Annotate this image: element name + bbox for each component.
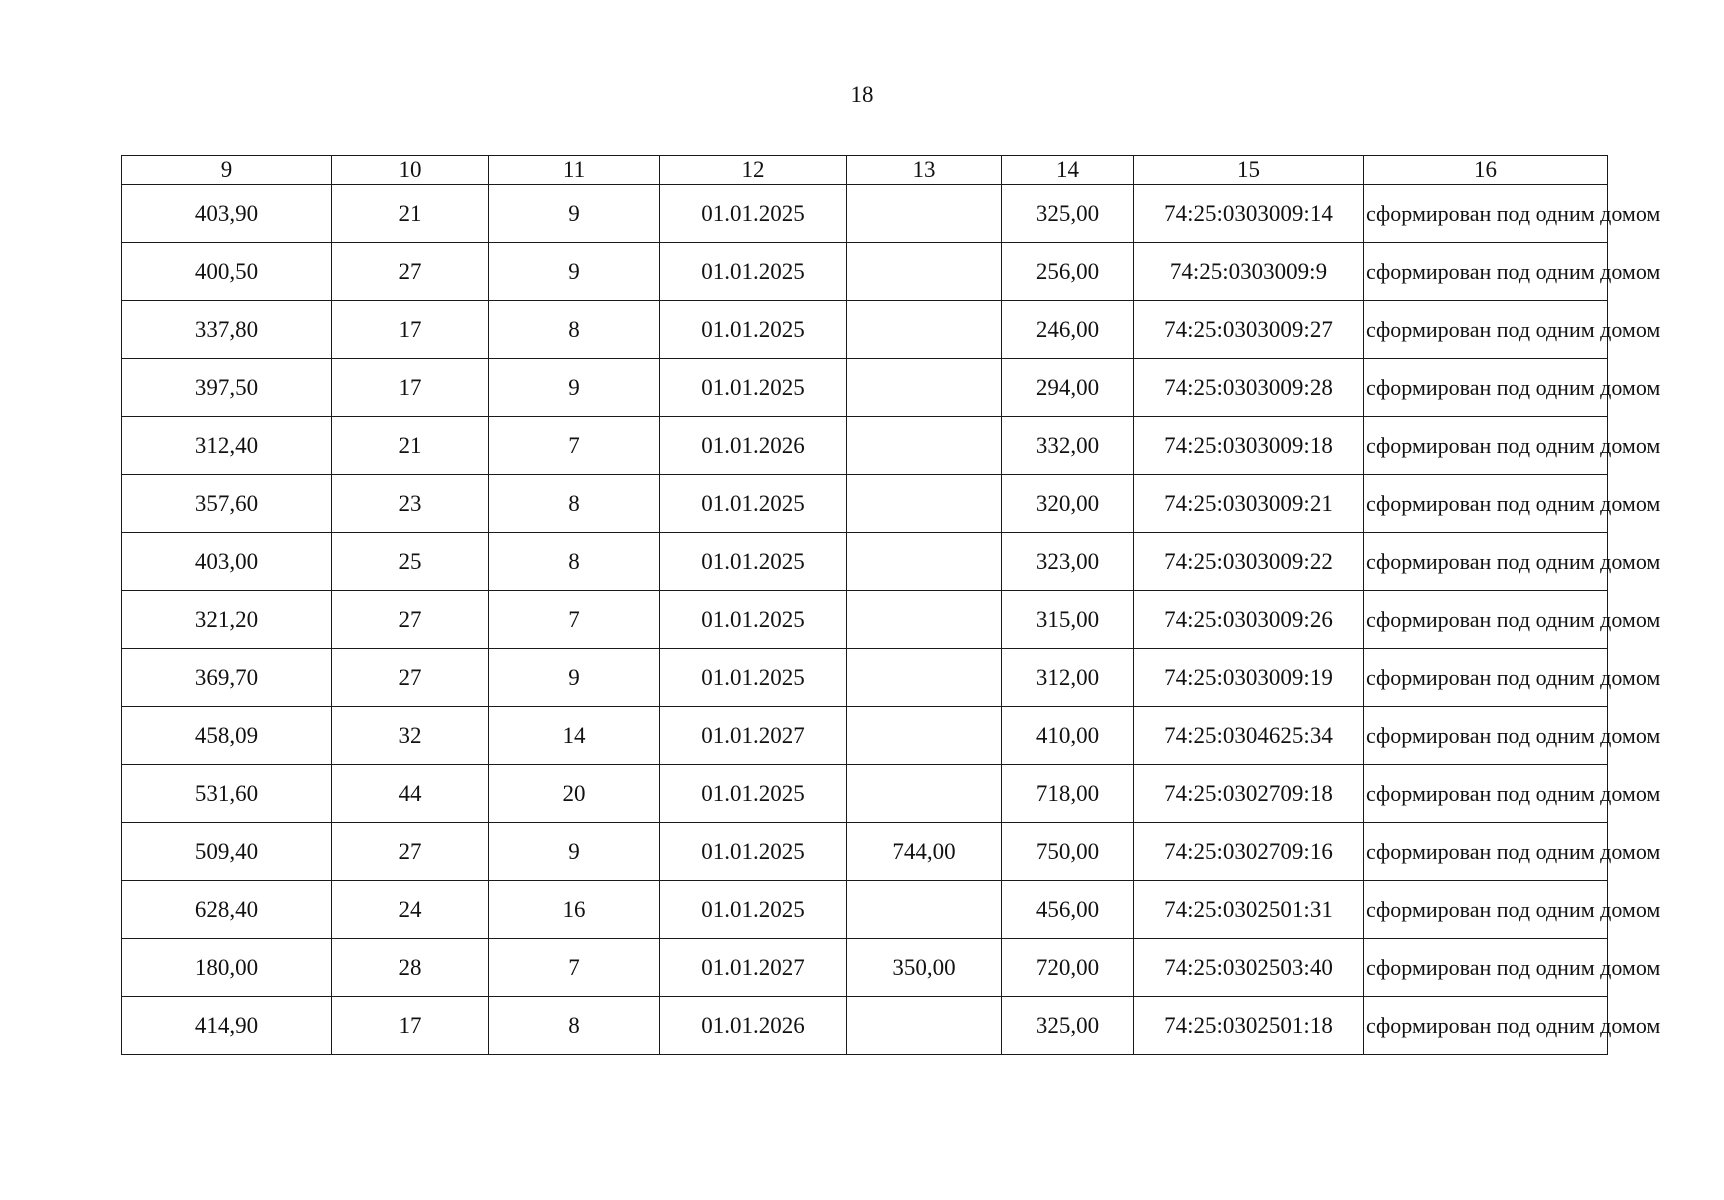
table-cell <box>847 475 1002 533</box>
table-cell <box>1364 997 1661 1055</box>
column-header-15: 15 <box>1134 156 1364 185</box>
table-cell <box>1364 649 1661 707</box>
table-cell <box>1364 591 1661 649</box>
table-cell: 74:25:0303009:19 <box>1134 649 1364 707</box>
table-cell: 74:25:0302501:31 <box>1134 881 1364 939</box>
table-cell: 74:25:0303009:14 <box>1134 185 1364 243</box>
table-cell: 01.01.2025 <box>660 475 847 533</box>
status-text: сформирован под одним домом <box>1366 316 1661 342</box>
table-cell: 180,00 <box>122 939 332 997</box>
table-cell: 8 <box>489 301 660 359</box>
table-cell: 312,40 <box>122 417 332 475</box>
table-row <box>122 881 1608 939</box>
table-cell: 21 <box>332 185 489 243</box>
table-cell: 350,00 <box>847 939 1002 997</box>
table-cell: 17 <box>332 997 489 1055</box>
table-cell: 531,60 <box>122 765 332 823</box>
table-cell <box>1364 707 1661 765</box>
table-cell <box>847 765 1002 823</box>
table-cell: 403,00 <box>122 533 332 591</box>
table-cell: 01.01.2025 <box>660 185 847 243</box>
table-cell: 24 <box>332 881 489 939</box>
table-cell: 509,40 <box>122 823 332 881</box>
table-cell: 74:25:0303009:21 <box>1134 475 1364 533</box>
table-cell: 294,00 <box>1002 359 1134 417</box>
table-cell: 9 <box>489 823 660 881</box>
table-cell: 456,00 <box>1002 881 1134 939</box>
data-table <box>121 155 1661 1055</box>
table-cell: 750,00 <box>1002 823 1134 881</box>
table-cell <box>1364 359 1661 417</box>
table-cell: 7 <box>489 591 660 649</box>
table-cell: 9 <box>489 359 660 417</box>
table-row <box>122 533 1608 591</box>
table-cell: 256,00 <box>1002 243 1134 301</box>
table-cell: 628,40 <box>122 881 332 939</box>
table-row <box>122 301 1608 359</box>
table-row <box>122 475 1608 533</box>
table-cell: 325,00 <box>1002 185 1134 243</box>
status-text: сформирован под одним домом <box>1366 606 1661 632</box>
table-cell: 74:25:0304625:34 <box>1134 707 1364 765</box>
table-row <box>122 707 1608 765</box>
table-cell: 14 <box>489 707 660 765</box>
table-cell <box>847 591 1002 649</box>
table-cell: 320,00 <box>1002 475 1134 533</box>
table-cell <box>847 997 1002 1055</box>
status-text: сформирован под одним домом <box>1366 258 1661 284</box>
table-cell: 323,00 <box>1002 533 1134 591</box>
table-cell: 332,00 <box>1002 417 1134 475</box>
status-text: сформирован под одним домом <box>1366 664 1661 690</box>
table-cell: 74:25:0303009:18 <box>1134 417 1364 475</box>
status-text: сформирован под одним домом <box>1366 954 1661 980</box>
table-cell <box>1364 301 1661 359</box>
table-cell: 74:25:0302503:40 <box>1134 939 1364 997</box>
table-cell: 369,70 <box>122 649 332 707</box>
table-cell: 17 <box>332 301 489 359</box>
status-text: сформирован под одним домом <box>1366 896 1661 922</box>
status-text: сформирован под одним домом <box>1366 722 1661 748</box>
table-row <box>122 185 1608 243</box>
table-cell <box>847 417 1002 475</box>
table-cell <box>847 533 1002 591</box>
table-row <box>122 243 1608 301</box>
table-cell <box>1364 765 1661 823</box>
table-cell: 9 <box>489 649 660 707</box>
table-cell: 744,00 <box>847 823 1002 881</box>
table-cell: 357,60 <box>122 475 332 533</box>
table-cell <box>1364 417 1661 475</box>
table-cell <box>1364 475 1661 533</box>
table-cell: 414,90 <box>122 997 332 1055</box>
table-cell: 01.01.2027 <box>660 939 847 997</box>
table-cell: 74:25:0302709:16 <box>1134 823 1364 881</box>
table-row <box>122 765 1608 823</box>
table-cell <box>1364 823 1661 881</box>
table-cell: 312,00 <box>1002 649 1134 707</box>
table-cell: 44 <box>332 765 489 823</box>
table-row <box>122 417 1608 475</box>
table-cell: 20 <box>489 765 660 823</box>
table-cell: 01.01.2025 <box>660 881 847 939</box>
table-cell: 397,50 <box>122 359 332 417</box>
column-header-11: 11 <box>489 156 660 185</box>
table-header <box>122 156 1608 185</box>
table-cell: 01.01.2025 <box>660 243 847 301</box>
table-cell <box>847 185 1002 243</box>
table-cell: 01.01.2025 <box>660 765 847 823</box>
table-cell: 01.01.2025 <box>660 301 847 359</box>
table-cell: 01.01.2025 <box>660 359 847 417</box>
table-cell <box>1364 243 1661 301</box>
status-text: сформирован под одним домом <box>1366 1012 1661 1038</box>
table-cell: 01.01.2026 <box>660 997 847 1055</box>
table-cell: 325,00 <box>1002 997 1134 1055</box>
table-cell: 315,00 <box>1002 591 1134 649</box>
table-cell: 01.01.2025 <box>660 823 847 881</box>
table-cell: 27 <box>332 823 489 881</box>
status-text: сформирован под одним домом <box>1366 432 1661 458</box>
column-header-12: 12 <box>660 156 847 185</box>
table-cell: 9 <box>489 243 660 301</box>
table-body <box>122 185 1661 1055</box>
table-cell: 25 <box>332 533 489 591</box>
status-text: сформирован под одним домом <box>1366 200 1661 226</box>
table-cell: 718,00 <box>1002 765 1134 823</box>
column-header-10: 10 <box>332 156 489 185</box>
table-cell: 28 <box>332 939 489 997</box>
table-cell <box>1364 881 1661 939</box>
table-cell: 400,50 <box>122 243 332 301</box>
table-cell: 16 <box>489 881 660 939</box>
table-row <box>122 939 1608 997</box>
table-cell: 27 <box>332 649 489 707</box>
table-cell: 01.01.2025 <box>660 591 847 649</box>
table-cell: 74:25:0303009:22 <box>1134 533 1364 591</box>
table-cell: 410,00 <box>1002 707 1134 765</box>
table-cell: 74:25:0303009:9 <box>1134 243 1364 301</box>
table-cell <box>847 881 1002 939</box>
table-cell: 74:25:0303009:28 <box>1134 359 1364 417</box>
table-cell: 321,20 <box>122 591 332 649</box>
header-row <box>122 156 1608 185</box>
table-cell <box>847 707 1002 765</box>
column-header-14: 14 <box>1002 156 1134 185</box>
table-cell: 27 <box>332 591 489 649</box>
table-cell: 8 <box>489 997 660 1055</box>
table-cell: 7 <box>489 939 660 997</box>
table-cell: 7 <box>489 417 660 475</box>
table-cell: 403,90 <box>122 185 332 243</box>
table-cell: 21 <box>332 417 489 475</box>
column-header-16: 16 <box>1364 156 1608 185</box>
table-cell: 246,00 <box>1002 301 1134 359</box>
table-cell: 8 <box>489 475 660 533</box>
table-row <box>122 591 1608 649</box>
table-cell: 01.01.2025 <box>660 649 847 707</box>
table-cell <box>847 649 1002 707</box>
table-cell: 01.01.2025 <box>660 533 847 591</box>
status-text: сформирован под одним домом <box>1366 548 1661 574</box>
table-cell: 27 <box>332 243 489 301</box>
table-cell: 74:25:0303009:26 <box>1134 591 1364 649</box>
table-cell <box>847 243 1002 301</box>
column-header-9: 9 <box>122 156 332 185</box>
table-row <box>122 823 1608 881</box>
table-cell: 32 <box>332 707 489 765</box>
table-cell: 23 <box>332 475 489 533</box>
table-cell: 337,80 <box>122 301 332 359</box>
table-cell <box>1364 939 1661 997</box>
status-text: сформирован под одним домом <box>1366 838 1661 864</box>
table-row <box>122 359 1608 417</box>
table-cell <box>1364 185 1661 243</box>
table-cell: 74:25:0303009:27 <box>1134 301 1364 359</box>
table-cell <box>847 301 1002 359</box>
page-number: 18 <box>850 82 874 107</box>
table-cell: 01.01.2026 <box>660 417 847 475</box>
table-cell: 01.01.2027 <box>660 707 847 765</box>
table-row <box>122 997 1608 1055</box>
table-cell: 17 <box>332 359 489 417</box>
column-header-13: 13 <box>847 156 1002 185</box>
table-row <box>122 649 1608 707</box>
status-text: сформирован под одним домом <box>1366 490 1661 516</box>
table-cell: 8 <box>489 533 660 591</box>
table-cell: 9 <box>489 185 660 243</box>
table-cell: 74:25:0302709:18 <box>1134 765 1364 823</box>
table-cell: 720,00 <box>1002 939 1134 997</box>
table-cell: 458,09 <box>122 707 332 765</box>
table-cell <box>847 359 1002 417</box>
table-cell <box>1364 533 1661 591</box>
status-text: сформирован под одним домом <box>1366 780 1661 806</box>
status-text: сформирован под одним домом <box>1366 374 1661 400</box>
table-cell: 74:25:0302501:18 <box>1134 997 1364 1055</box>
